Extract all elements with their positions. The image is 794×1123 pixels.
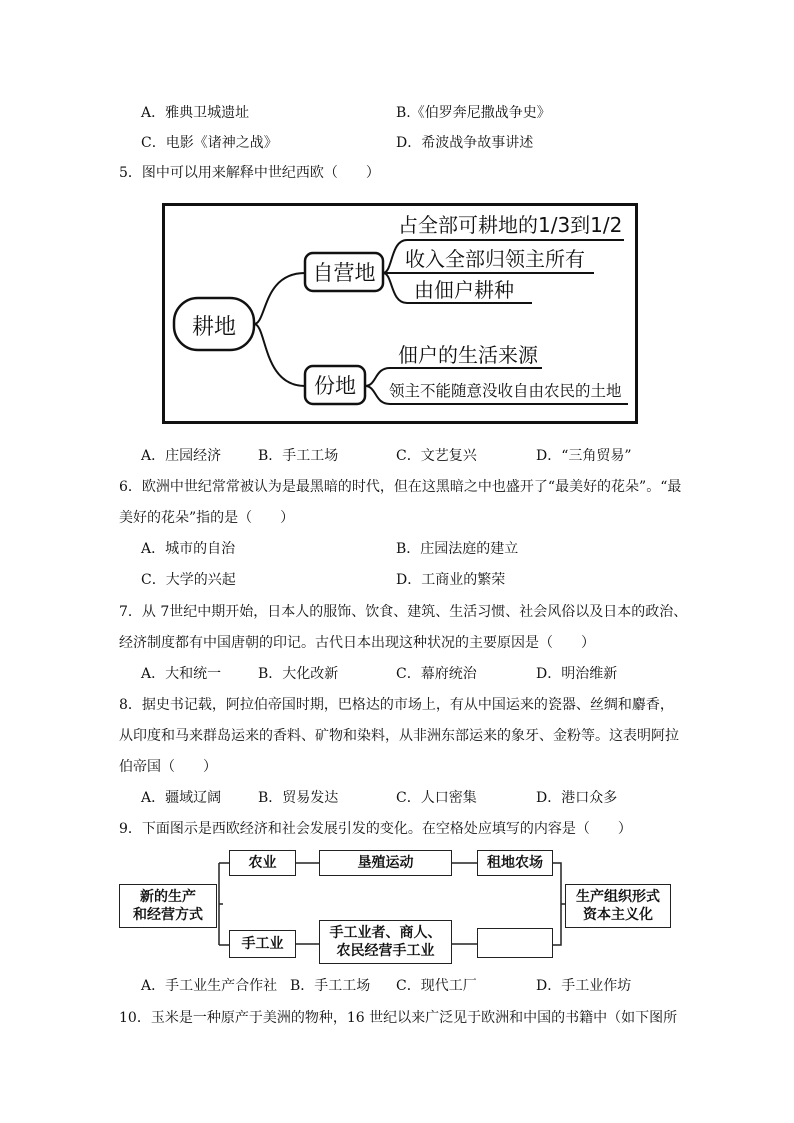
q5-branch1-item-1: 占全部可耕地的1/3到1/2	[398, 213, 623, 237]
q8-stem-line2: 从印度和马来群岛运来的香料、矿物和染料，从非洲东部运来的象牙、金粉等。这表明阿拉	[119, 728, 679, 744]
q9-agriculture-label: 农业	[248, 855, 277, 871]
q9-actors-line1: 手工业者、商人、	[329, 925, 442, 941]
q9-handicraft-label: 手工业	[241, 936, 284, 952]
q9-right-box	[565, 884, 671, 928]
q8-stem-line1: 8．据史书记载，阿拉伯帝国时期，巴格达的市场上，有从中国运来的瓷器、丝绸和麝香，	[119, 697, 674, 713]
q8-stem-line3: 伯帝国（ ）	[119, 759, 217, 775]
q5-branch1-label: 自营地	[312, 261, 376, 285]
q5-root-label: 耕地	[191, 315, 237, 340]
q7-stem-line2: 经济制度都有中国唐朝的印记。古代日本出现这种状况的主要原因是（ ）	[119, 635, 595, 651]
q5-branch2-label: 份地	[314, 374, 356, 398]
q5-branch2-item-1: 佃户的生活来源	[398, 343, 538, 367]
q5-branch1-item-3: 由佃户耕种	[414, 278, 514, 302]
q5-option-a: A．庄园经济	[141, 448, 222, 464]
q7-option-c: C．幕府统治	[396, 666, 477, 682]
q5-branch1-item-2: 收入全部归领主所有	[405, 247, 585, 271]
q9-left-line2: 和经营方式	[133, 907, 203, 923]
q9-diagram	[119, 848, 679, 966]
q9-left-box	[119, 884, 217, 928]
q4-option-d: D．希波战争故事讲述	[396, 135, 534, 151]
q9-farm-label: 租地农场	[487, 855, 543, 871]
q6-stem-line1: 6．欧洲中世纪常常被认为是最黑暗的时代，但在这黑暗之中也盛开了“最美好的花朵”。“最	[119, 479, 682, 495]
q9-option-c: C．现代工厂	[396, 978, 477, 994]
q4-option-c: C．电影《诸神之战》	[141, 135, 278, 151]
q9-reclamation-label: 垦殖运动	[357, 855, 414, 871]
q5-option-c: C．文艺复兴	[396, 448, 477, 464]
q9-left-line1: 新的生产	[140, 889, 196, 905]
q9-actors-box	[319, 920, 452, 964]
q6-option-b: B．庄园法庭的建立	[396, 541, 519, 557]
q6-option-c: C．大学的兴起	[141, 572, 236, 588]
q9-right-line2: 资本主义化	[583, 907, 653, 923]
q5-stem: 5．图中可以用来解释中世纪西欧（ ）	[119, 165, 380, 181]
q8-option-d: D．港口众多	[536, 790, 618, 806]
q6-option-a: A．城市的自治	[141, 541, 236, 557]
q6-option-d: D．工商业的繁荣	[396, 572, 506, 588]
q9-stem: 9．下面图示是西欧经济和社会发展引发的变化。在空格处应填写的内容是（ ）	[119, 821, 632, 837]
q9-option-a: A．手工业生产合作社	[141, 978, 278, 994]
q8-option-b: B．贸易发达	[258, 790, 339, 806]
q5-diagram	[162, 203, 638, 424]
q5-branch2-item-2: 领主不能随意没收自由农民的土地	[389, 382, 622, 400]
q8-option-a: A．疆域辽阔	[141, 790, 222, 806]
q6-stem-line2: 美好的花朵”指的是（ ）	[119, 510, 295, 526]
q4-option-b: B.《伯罗奔尼撒战争史》	[396, 105, 551, 121]
q5-option-d: D．“三角贸易”	[536, 448, 632, 464]
q7-option-b: B．大化改新	[258, 666, 339, 682]
q8-option-c: C．人口密集	[396, 790, 477, 806]
q9-option-b: B．手工工场	[290, 978, 371, 994]
q7-option-d: D．明治维新	[536, 666, 618, 682]
q5-option-b: B．手工工场	[258, 448, 339, 464]
q9-agriculture-box	[229, 850, 296, 876]
q10-stem: 10．玉米是一种原产于美洲的物种，16 世纪以来广泛见于欧洲和中国的书籍中（如下图所	[119, 1010, 678, 1026]
q9-option-d: D．手工业作坊	[536, 978, 632, 994]
q4-option-a: A．雅典卫城遗址	[141, 105, 250, 121]
q9-reclamation-box	[319, 850, 452, 876]
q7-stem-line1: 7．从 7世纪中期开始，日本人的服饰、饮食、建筑、生活习惯、社会风俗以及日本的政治、	[119, 604, 688, 620]
q9-right-line1: 生产组织形式	[576, 889, 660, 905]
q9-actors-line2: 农民经营手工业	[336, 943, 435, 959]
q9-handicraft-box	[229, 930, 296, 958]
q7-option-a: A．大和统一	[141, 666, 222, 682]
q9-farm-box	[477, 850, 553, 876]
q9-blank-box	[477, 928, 553, 958]
